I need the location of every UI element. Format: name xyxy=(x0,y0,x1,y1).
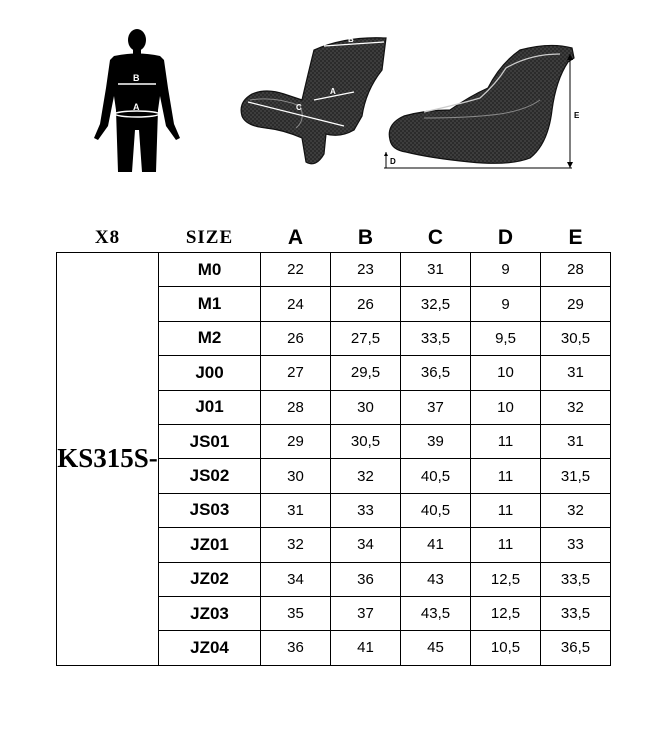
value-a-cell: 28 xyxy=(261,390,331,424)
value-c-cell: 41 xyxy=(401,528,471,562)
seat-front-label-c: C xyxy=(296,103,302,112)
value-b-cell: 30 xyxy=(331,390,401,424)
value-c-cell: 33,5 xyxy=(401,321,471,355)
value-a-cell: 29 xyxy=(261,424,331,458)
value-b-cell: 26 xyxy=(331,287,401,321)
header-size: SIZE xyxy=(185,227,234,248)
seat-front-label-a: A xyxy=(330,87,336,96)
value-e-cell: 33 xyxy=(541,528,611,562)
header-x8: X8 xyxy=(94,227,121,248)
value-e-cell: 32 xyxy=(541,390,611,424)
value-e-cell: 33,5 xyxy=(541,562,611,596)
seat-size-table xyxy=(56,224,611,666)
value-b-cell: 32 xyxy=(331,459,401,493)
size-cell: M0 xyxy=(159,253,261,287)
value-a-cell: 35 xyxy=(261,596,331,630)
value-c-cell: 36,5 xyxy=(401,356,471,390)
value-e-cell: 32 xyxy=(541,493,611,527)
value-d-cell: 10 xyxy=(471,356,541,390)
size-cell: JZ01 xyxy=(159,528,261,562)
value-d-cell: 11 xyxy=(471,493,541,527)
value-c-cell: 43 xyxy=(401,562,471,596)
value-b-cell: 36 xyxy=(331,562,401,596)
size-cell: J01 xyxy=(159,390,261,424)
value-b-cell: 27,5 xyxy=(331,321,401,355)
seat-side-label-e: E xyxy=(574,111,580,120)
value-b-cell: 33 xyxy=(331,493,401,527)
body-label-b: B xyxy=(133,73,140,83)
value-a-cell: 32 xyxy=(261,528,331,562)
value-c-cell: 45 xyxy=(401,631,471,665)
seat-front-label-b: B xyxy=(348,35,354,44)
value-b-cell: 37 xyxy=(331,596,401,630)
value-a-cell: 24 xyxy=(261,287,331,321)
seat-side-label-d: D xyxy=(390,157,396,166)
value-a-cell: 22 xyxy=(261,253,331,287)
seat-side-view xyxy=(380,40,585,172)
value-d-cell: 9 xyxy=(471,253,541,287)
value-b-cell: 29,5 xyxy=(331,356,401,390)
value-e-cell: 31,5 xyxy=(541,459,611,493)
header-c: C xyxy=(427,226,444,249)
value-c-cell: 40,5 xyxy=(401,459,471,493)
size-cell: M1 xyxy=(159,287,261,321)
header-e: E xyxy=(568,226,583,249)
size-cell: JZ04 xyxy=(159,631,261,665)
value-d-cell: 11 xyxy=(471,459,541,493)
header-a: A xyxy=(287,226,304,249)
size-cell: M2 xyxy=(159,321,261,355)
value-a-cell: 34 xyxy=(261,562,331,596)
value-e-cell: 29 xyxy=(541,287,611,321)
value-b-cell: 34 xyxy=(331,528,401,562)
value-d-cell: 10 xyxy=(471,390,541,424)
header-b: B xyxy=(357,226,374,249)
size-cell: JZ02 xyxy=(159,562,261,596)
size-cell: JS03 xyxy=(159,493,261,527)
value-b-cell: 23 xyxy=(331,253,401,287)
value-e-cell: 31 xyxy=(541,424,611,458)
body-measurement-figure xyxy=(92,26,182,174)
value-c-cell: 37 xyxy=(401,390,471,424)
value-e-cell: 30,5 xyxy=(541,321,611,355)
value-a-cell: 26 xyxy=(261,321,331,355)
value-d-cell: 9 xyxy=(471,287,541,321)
value-d-cell: 9,5 xyxy=(471,321,541,355)
value-a-cell: 31 xyxy=(261,493,331,527)
size-cell: JZ03 xyxy=(159,596,261,630)
body-label-a: A xyxy=(133,102,140,112)
value-a-cell: 27 xyxy=(261,356,331,390)
value-c-cell: 39 xyxy=(401,424,471,458)
table-row xyxy=(57,253,611,287)
value-e-cell: 31 xyxy=(541,356,611,390)
value-a-cell: 30 xyxy=(261,459,331,493)
model-name-cell: KS315S- xyxy=(57,253,159,666)
value-d-cell: 11 xyxy=(471,424,541,458)
value-a-cell: 36 xyxy=(261,631,331,665)
value-b-cell: 41 xyxy=(331,631,401,665)
seat-front-view xyxy=(236,30,390,170)
value-c-cell: 43,5 xyxy=(401,596,471,630)
value-e-cell: 36,5 xyxy=(541,631,611,665)
value-e-cell: 33,5 xyxy=(541,596,611,630)
value-d-cell: 11 xyxy=(471,528,541,562)
header-d: D xyxy=(497,226,514,249)
size-cell: JS02 xyxy=(159,459,261,493)
value-d-cell: 12,5 xyxy=(471,562,541,596)
size-cell: JS01 xyxy=(159,424,261,458)
table-header-row xyxy=(57,224,611,253)
value-e-cell: 28 xyxy=(541,253,611,287)
value-b-cell: 30,5 xyxy=(331,424,401,458)
size-cell: J00 xyxy=(159,356,261,390)
value-d-cell: 10,5 xyxy=(471,631,541,665)
value-c-cell: 40,5 xyxy=(401,493,471,527)
value-c-cell: 31 xyxy=(401,253,471,287)
value-d-cell: 12,5 xyxy=(471,596,541,630)
value-c-cell: 32,5 xyxy=(401,287,471,321)
